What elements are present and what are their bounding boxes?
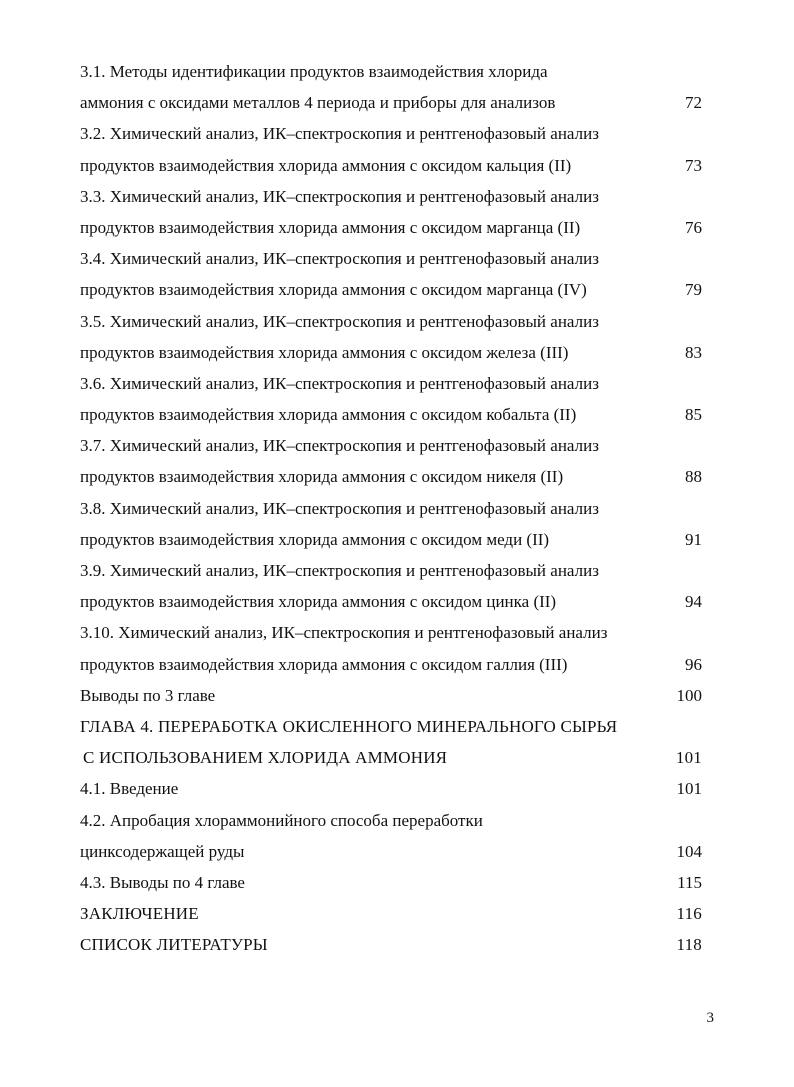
toc-entry-text: 4.2. Апробация хлораммонийного способа переработки — [80, 810, 483, 830]
toc-page-number: 88 — [685, 467, 702, 487]
toc-page-number: 76 — [685, 217, 702, 237]
toc-line — [80, 929, 702, 960]
toc-line — [80, 87, 702, 118]
toc-entry-text: Выводы по 3 главе — [80, 685, 216, 705]
toc-line — [80, 461, 702, 492]
toc-entry-text: продуктов взаимодействия хлорида аммония с оксидом меди (II) — [80, 529, 550, 549]
toc-line — [80, 773, 702, 804]
toc-entry-text: продуктов взаимодействия хлорида аммония с оксидом цинка (II) — [80, 592, 557, 612]
toc-chapter-heading: ГЛАВА 4. ПЕРЕРАБОТКА ОКИСЛЕННОГО МИНЕРАЛЬНОГО СЫРЬЯ — [80, 716, 618, 736]
toc-page-number: 116 — [676, 904, 702, 924]
toc-page-number: 79 — [685, 280, 702, 300]
toc-entry-text: продуктов взаимодействия хлорида аммония с оксидом галлия (III) — [80, 654, 568, 674]
toc-line — [80, 680, 702, 711]
table-of-contents — [80, 56, 702, 960]
toc-line — [80, 368, 702, 399]
toc-line — [80, 337, 702, 368]
toc-page-number: 83 — [685, 342, 702, 362]
toc-references-heading: СПИСОК ЛИТЕРАТУРЫ — [80, 935, 268, 955]
toc-entry-text: 3.3. Химический анализ, ИК–спектроскопия и рентгенофазовый анализ — [80, 186, 599, 206]
toc-line — [80, 399, 702, 430]
toc-page-number: 72 — [685, 93, 702, 113]
toc-line — [80, 617, 702, 648]
toc-line — [80, 493, 702, 524]
toc-entry-text: 4.3. Выводы по 4 главе — [80, 872, 245, 892]
toc-page-number: 101 — [675, 748, 702, 768]
toc-page-number: 118 — [676, 935, 702, 955]
toc-line — [80, 243, 702, 274]
toc-line — [80, 586, 702, 617]
toc-entry-text: 3.1. Методы идентификации продуктов взаимодействия хлорида — [80, 62, 548, 81]
toc-page-number: 115 — [677, 872, 702, 892]
toc-entry-text: продуктов взаимодействия хлорида аммония с оксидом марганца (IV) — [80, 280, 587, 300]
toc-line — [80, 524, 702, 555]
toc-page-number: 101 — [676, 779, 702, 799]
toc-line — [80, 836, 702, 867]
toc-page-number: 73 — [685, 155, 702, 175]
toc-entry-text: 4.1. Введение — [80, 779, 179, 799]
toc-page-number: 100 — [676, 685, 702, 705]
toc-line — [80, 555, 702, 586]
toc-conclusion-heading: ЗАКЛЮЧЕНИЕ — [80, 904, 199, 924]
toc-line — [80, 649, 702, 680]
toc-chapter-heading: С ИСПОЛЬЗОВАНИЕМ ХЛОРИДА АММОНИЯ — [83, 748, 448, 768]
toc-entry-text: продуктов взаимодействия хлорида аммония с оксидом кальция (II) — [80, 155, 572, 175]
toc-entry-text: 3.9. Химический анализ, ИК–спектроскопия и рентгенофазовый анализ — [80, 561, 599, 580]
toc-line — [80, 306, 702, 337]
toc-line — [80, 742, 702, 773]
toc-line — [80, 56, 702, 87]
toc-entry-text: 3.5. Химический анализ, ИК–спектроскопия и рентгенофазовый анализ — [80, 311, 599, 331]
toc-line — [80, 274, 702, 305]
toc-page-number: 96 — [685, 654, 702, 674]
toc-line — [80, 805, 702, 836]
toc-line — [80, 898, 702, 929]
toc-entry-text: цинксодержащей руды — [80, 841, 245, 861]
toc-page-number: 85 — [685, 405, 702, 425]
toc-entry-text: 3.10. Химический анализ, ИК–спектроскопия и рентгенофазовый анализ — [80, 623, 608, 643]
toc-page-number: 104 — [676, 841, 702, 861]
page-number: 3 — [706, 1010, 714, 1026]
toc-page-number: 94 — [685, 592, 702, 612]
toc-line — [80, 118, 702, 149]
toc-entry-text: 3.6. Химический анализ, ИК–спектроскопия и рентгенофазовый анализ — [80, 373, 599, 393]
toc-entry-text: аммония с оксидами металлов 4 периода и приборы для анализов — [80, 93, 556, 113]
toc-line — [80, 181, 702, 212]
toc-line — [80, 430, 702, 461]
toc-entry-text: 3.2. Химический анализ, ИК–спектроскопия и рентгенофазовый анализ — [80, 124, 599, 144]
toc-line — [80, 867, 702, 898]
toc-entry-text: продуктов взаимодействия хлорида аммония с оксидом никеля (II) — [80, 467, 564, 487]
toc-entry-text: 3.4. Химический анализ, ИК–спектроскопия и рентгенофазовый анализ — [80, 249, 599, 269]
toc-line — [80, 212, 702, 243]
toc-entry-text: 3.7. Химический анализ, ИК–спектроскопия и рентгенофазовый анализ — [80, 436, 599, 456]
toc-entry-text: 3.8. Химический анализ, ИК–спектроскопия и рентгенофазовый анализ — [80, 498, 599, 518]
toc-entry-text: продуктов взаимодействия хлорида аммония с оксидом марганца (II) — [80, 217, 581, 237]
toc-line — [80, 711, 702, 742]
toc-entry-text: продуктов взаимодействия хлорида аммония с оксидом железа (III) — [80, 342, 569, 362]
toc-entry-text: продуктов взаимодействия хлорида аммония с оксидом кобальта (II) — [80, 405, 577, 425]
toc-page-number: 91 — [685, 529, 702, 549]
toc-line — [80, 150, 702, 181]
